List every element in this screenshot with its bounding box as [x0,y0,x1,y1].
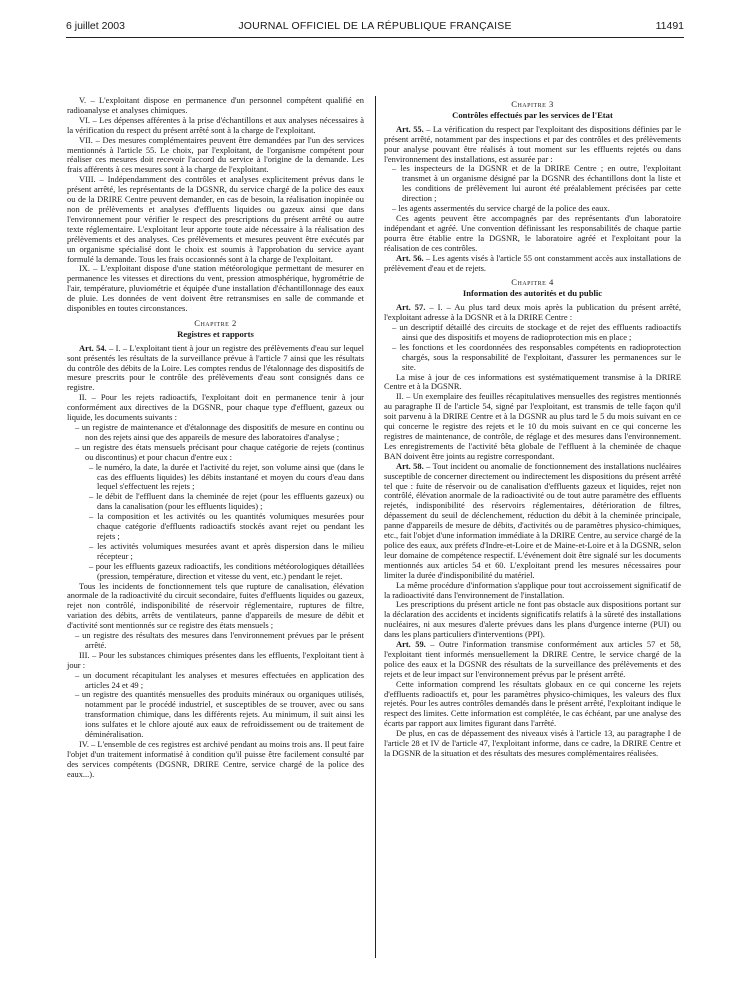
chapter-2-label: Chapitre 2 [194,317,237,328]
column-divider [375,96,376,958]
list-item: – les inspecteurs de la DGSNR et de la DRIRE Centre ; en outre, l'exploitant transmet à un organisme désigné par la DGSNR des échantillons dont la liste et les conditions de prélèvement lui auront été préalablement précisées par cette direction ; [392,163,681,204]
list-item: – un registre des quantités mensuelles des produits minéraux ou organiques utilisés, notamment par le procédé industriel, et susceptibles de se trouver, avec ou sans transformation chimique, dans les différents rejets. Au minimum, il suit ainsi les ions sulfates et le chlore ajouté aux eaux de refroidissement ou de traitement de déminéralisation. [75,689,364,740]
section-controles-heading: Contrôles effectués par les services de l'Etat [452,109,613,120]
chapter-2-heading [67,319,364,329]
paragraph-ix: IX. – L'exploitant dispose d'une station météorologique permettant de mesurer en permanence les vitesses et directions du vent, pression atmosphérique, hygrométrie de l'air, température, pluviométrie et équipée d'une installation d'échantillonnage des eaux de pluie. Les données de vent doivent être retransmises en salle de commande et disponibles en toutes circonstances. [67,263,364,314]
article-54-iii: III. – Pour les substances chimiques présentes dans les effluents, l'exploitant tient à jour : [67,649,364,670]
article-57-i [384,303,681,323]
paragraph-meme-procedure: La même procédure d'information s'applique pour tout accroissement significatif de la radioactivité dans l'environnement de l'installation. [384,579,681,600]
article-54-iv: IV. – L'ensemble de ces registres est archivé pendant au moins trois ans. Il peut faire l'objet d'un traitement informatisé à condition qu'il puisse être facilement consulté par des services compétents (DGSNR, DRIRE Centre, service chargé de la police des eaux...). [67,739,364,779]
paragraph-de-plus: De plus, en cas de dépassement des niveaux visés à l'article 13, au paragraphe I de l'article 28 et IV de l'article 47, l'exploitant informe, dans ce cadre, la DRIRE Centre et la DGSNR de la situation et des résultats des mesures complémentaires réalisées. [384,728,681,758]
list-item: – un registre des états mensuels précisant pour chaque catégorie de rejets (continus ou discontinus) et pour chacun d'entre eux : [75,441,364,462]
article-54-label: Art. 54. [79,342,107,353]
article-59 [384,640,681,680]
left-column [67,96,364,780]
section-information-heading: Information des autorités et du public [462,288,603,299]
list-item: – les agents assermentés du service chargé de la police des eaux. [392,203,610,214]
article-57-i-text: – I. – Au plus tard deux mois après la publication du présent arrêté, l'exploitant adresse à la DGSNR et à la DRIRE Centre : [384,302,681,323]
article-56-text: – Les agents visés à l'article 55 ont constamment accès aux installations de prélèvement d'eau et de rejets. [384,252,681,273]
chapter-3-label: Chapitre 3 [511,99,554,109]
list-item: – un descriptif détaillé des circuits de stockage et de rejet des effluents radioactifs ainsi que des dispositifs et moyens de radioprotection mis en place ; [392,322,681,342]
header-rule [66,37,684,38]
article-55 [384,125,681,165]
list-item: – un registre de maintenance et d'étalonnage des dispositifs de mesure en continu ou non des rejets ainsi que des appareils de mesure des laboratoires d'analyse ; [75,422,364,442]
article-54-ii: II. – Pour les rejets radioactifs, l'exploitant doit en permanence tenir à jour conformément aux directives de la DGSNR, pour chaque type d'effluent, gazeux ou liquide, les documents suivants : [67,392,364,423]
list-item: – un document récapitulant les analyses et mesures effectuées en application des articles 24 et 49 ; [75,669,364,690]
paragraph-mise-a-jour: La mise à jour de ces informations est systématiquement transmise à la DRIRE Centre et à la DGSNR. [384,371,681,392]
article-56 [384,254,681,274]
chapter-3-heading [384,100,681,110]
article-55-text: – La vérification du respect par l'exploitant des dispositions définies par le présent arrêté, notamment par des inspections et par des contrôles et des prélèvements pour analyse pouvant être réalisés à tout moment sur les effluents rejetés ou dans l'environnement des installations, est assurée par : [384,123,681,164]
article-58-label: Art. 58. [396,460,424,471]
paragraph-vii: VII. – Des mesures complémentaires peuvent être demandées par l'un des services mentionnés à l'article 55. Le choix, par l'exploitant, de l'organisme compétent pour réaliser ces mesures doit recevoir l'accord du service à l'origine de la demande. Les frais afférents à ces mesures sont à la charge de l'exploitant. [67,134,364,175]
chapter-4-heading [384,278,681,288]
right-column [384,96,681,759]
sub-list-item: – le débit de l'effluent dans la cheminée de rejet (pour les effluents gazeux) ou dans la canalisation (pour les effluents liquides) ; [89,491,364,512]
article-55-label: Art. 55. [396,123,424,134]
page-number: 11491 [655,20,684,32]
section-registres-heading: Registres et rapports [177,328,254,339]
header-date: 6 juillet 2003 [66,20,125,32]
sub-list-item: – le numéro, la date, la durée et l'activité du rejet, son volume ainsi que (dans le cas des effluents liquides) les débits instantané et moyen du cours d'eau dans lequel s'effectuent les rejets ; [89,461,364,492]
sub-list-item: – la composition et les activités ou les quantités volumiques mesurées pour chaque catégorie d'effluents radioactifs stockés avant rejet ou pendant les rejets ; [89,511,364,541]
article-57-ii: II. – Un exemplaire des feuilles récapitulatives mensuelles des registres mentionnés au paragraphe II de l'article 54, signé par l'exploitant, est transmis de telle façon qu'il soit parvenu à la DRIRE Centre et à la DGSNR au plus tard le 5 du mois suivant en ce qui concerne le registre des rejets et le 10 du mois suivant en ce qui concerne les registres de maintenance, de contrôle, de réglage et des mesures dans l'environnement. Les enregistrements de l'activité bêta globale de l'effluent à la cheminée de chaque BAN doivent être joints au registre correspondant. [384,391,681,461]
article-59-label: Art. 59. [396,639,426,650]
page-header [66,18,684,36]
article-59-text: – Outre l'information transmise conformément aux articles 57 et 58, l'exploitant tient informés mensuellement la DRIRE Centre, le service chargé de la police des eaux et la DGSNR des résultats de la surveillance des prélèvements et des rejets et de leur impact sur l'environnement prévus par le présent arrêté. [384,639,681,679]
paragraph-viii: VIII. – Indépendamment des contrôles et analyses explicitement prévus dans le présent arrêté, les représentants de la DGSNR, du service chargé de la police des eaux ou de la DRIRE Centre peuvent demander, en cas de besoin, la réalisation inopinée ou non de prélèvements et analyses d'effluents liquides ou gazeux ainsi que dans l'environnement pour vérifier le respect des prescriptions du présent arrêté ou autre texte réglementaire. L'exploitant leur apporte toute aide nécessaire à la réalisation des prélèvements et des analyses. Ces prélèvements et mesures peuvent être exécutés par un organisme spécialisé dont le choix est soumis à l'approbation du service ayant formulé la demande. Tous les frais occasionnés sont à la charge de l'exploitant. [67,174,364,264]
list-item: – les fonctions et les coordonnées des responsables compétents en radioprotection chargés, sous la responsabilité de l'exploitant, d'assurer les permanences sur le site. [392,341,681,372]
sub-list-item: – les activités volumiques mesurées avant et après dispersion dans le milieu récepteur ; [89,540,364,561]
article-56-label: Art. 56. [396,252,424,263]
article-57-label: Art. 57. [396,302,426,313]
paragraph-v: V. – L'exploitant dispose en permanence d'un personnel compétent qualifié en radioanalyse et analyses chimiques. [67,95,364,115]
list-item: – un registre des résultats des mesures dans l'environnement prévues par le présent arrêté. [75,630,364,650]
paragraph-laboratoire: Ces agents peuvent être accompagnés par des représentants d'un laboratoire indépendant et agréé. Une convention définissant les responsabilités de chaque partie pourra être établie entre la DGSNR, le laboratoire agréé et l'exploitant pour la réalisation de ces contrôles. [384,212,681,253]
paragraph-prescriptions: Les prescriptions du présent article ne font pas obstacle aux dispositions portant sur la déclaration des accidents et incidents significatifs relatifs à la sûreté des installations nucléaires, ni aux mesures d'alerte prévues dans les plans d'urgence interne (PUI) ou dans les plans particuliers d'interventions (PPI). [384,599,681,640]
journal-title: JOURNAL OFFICIEL DE LA RÉPUBLIQUE FRANÇAISE [238,20,512,32]
article-58-text: – Tout incident ou anomalie de fonctionnement des installations nucléaires susceptible de concerner directement ou indirectement les dispositions du présent arrêté tel que : fuite de réservoir ou de canalisation d'effluents gazeux et liquides, rejet non contrôlé, élévation anormale de la radioactivité ou de tout autre paramètre des effluents rejetés, indisponibilité des réservoirs réglementaires, détérioration de filtres, dépassement du seuil de déclenchement, réduction du débit à la cheminée principale, panne d'appareils de mesure de débits, d'activités ou de paramètres physico-chimiques, etc., fait l'objet d'une information immédiate à la DRIRE Centre, au service chargé de la police des eaux, aux préfets d'Indre-et-Loire et de Maine-et-Loire et à la DGSNR, selon leur domaine de compétence respectif. L'événement doit être signalé sur les documents mentionnés aux articles 54 et 60. L'exploitant prend les mesures nécessaires pour limiter la durée d'indisponibilité du matériel. [384,460,682,580]
paragraph-incidents: Tous les incidents de fonctionnement tels que rupture de canalisation, élévation anormale de la radioactivité du circuit secondaire, fuites d'effluents liquides ou gazeux, rejet non contrôlé, indisponibilité de réservoir réglementaire, ruptures de filtre, variation des débits, arrêts de ventilateurs, panne d'appareils de mesure de débit et d'activité sont mentionnés sur ce registre des états mensuels ; [67,580,364,631]
sub-list-item: – pour les effluents gazeux radioactifs, les conditions météorologiques détaillées (pression, température, direction et vitesse du vent, etc.) pendant le rejet. [89,560,364,581]
article-54-i [67,344,364,394]
paragraph-cette-information: Cette information comprend les résultats globaux en ce qui concerne les rejets d'effluents radioactifs et, pour les paramètres physico-chimiques, les valeurs des flux rejetés. Pour les autres contrôles demandés dans le présent arrêté, l'exploitant indique le respect des limites. Cette information est complétée, le cas échéant, par une analyse des écarts par rapport aux limites figurant dans l'arrêté. [384,678,681,729]
article-54-i-text: – I. – L'exploitant tient à jour un registre des prélèvements d'eau sur lequel sont présentés les résultats de la surveillance prévue à l'article 7 ainsi que les résultats du contrôle des débits de la Loire. Les comptes rendus de l'étalonnage des dispositifs de mesure prescrits pour le contrôle des prélèvements d'eau sont consignés dans ce registre. [67,342,364,393]
paragraph-vi: VI. – Les dépenses afférentes à la prise d'échantillons et aux analyses nécessaires à la vérification du respect du présent arrêté sont à la charge de l'exploitant. [67,114,364,135]
chapter-4-label: Chapitre 4 [511,277,554,288]
article-58 [384,462,681,581]
